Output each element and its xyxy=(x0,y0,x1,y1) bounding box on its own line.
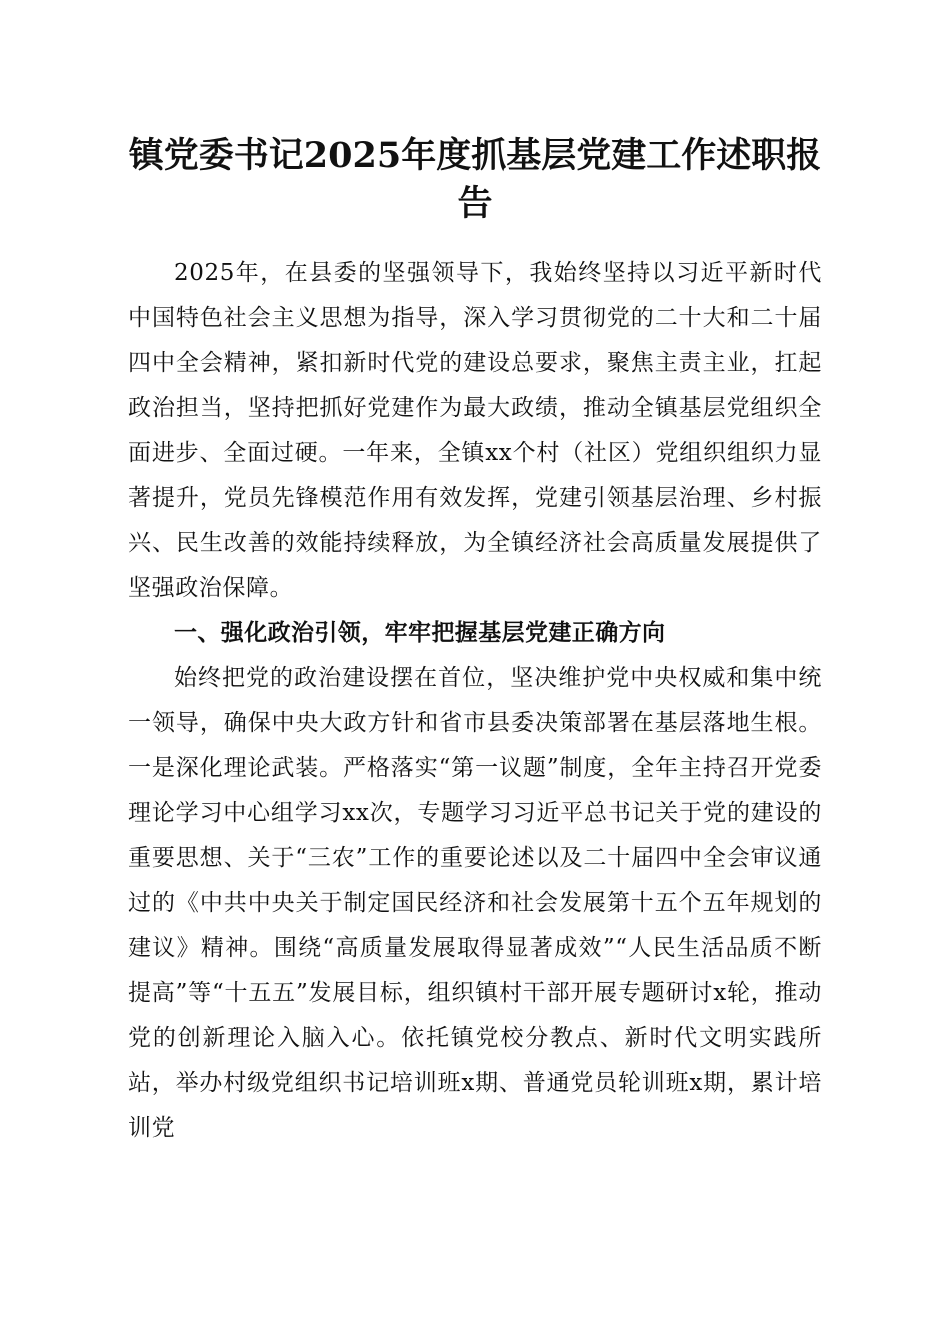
document-body xyxy=(128,251,822,1151)
section-1-heading: 一、强化政治引领，牢牢把握基层党建正确方向 xyxy=(174,620,666,646)
document-title: 镇党委书记2025年度抓基层党建工作述职报告 xyxy=(128,135,822,224)
intro-paragraph: 2025年，在县委的坚强领导下，我始终坚持以习近平新时代中国特色社会主义思想为指导，深入学习贯彻党的二十大和二十届四中全会精神，紧扣新时代党的建设总要求，聚焦主责主业，扛起政治担当，坚持把抓好党建作为最大政绩，推动全镇基层党组织全面进步、全面过硬。一年来，全镇xx个村（社区）党组织组织力显著提升，党员先锋模范作用有效发挥，党建引领基层治理、乡村振兴、民生改善的效能持续释放，为全镇经济社会高质量发展提供了坚强政治保障。 xyxy=(128,260,822,601)
section-1-paragraph: 始终把党的政治建设摆在首位，坚决维护党中央权威和集中统一领导，确保中央大政方针和省市县委决策部署在基层落地生根。一是深化理论武装。严格落实“第一议题”制度，全年主持召开党委理论学习中心组学习xx次，专题学习习近平总书记关于党的建设的重要思想、关于“三农”工作的重要论述以及二十届四中全会审议通过的《中共中央关于制定国民经济和社会发展第十五个五年规划的建议》精神。围绕“高质量发展取得显著成效”“人民生活品质不断提高”等“十五五”发展目标，组织镇村干部开展专题研讨x轮，推动党的创新理论入脑入心。依托镇党校分教点、新时代文明实践所站，举办村级党组织书记培训班x期、普通党员轮训班x期，累计培训党 xyxy=(128,665,822,1141)
